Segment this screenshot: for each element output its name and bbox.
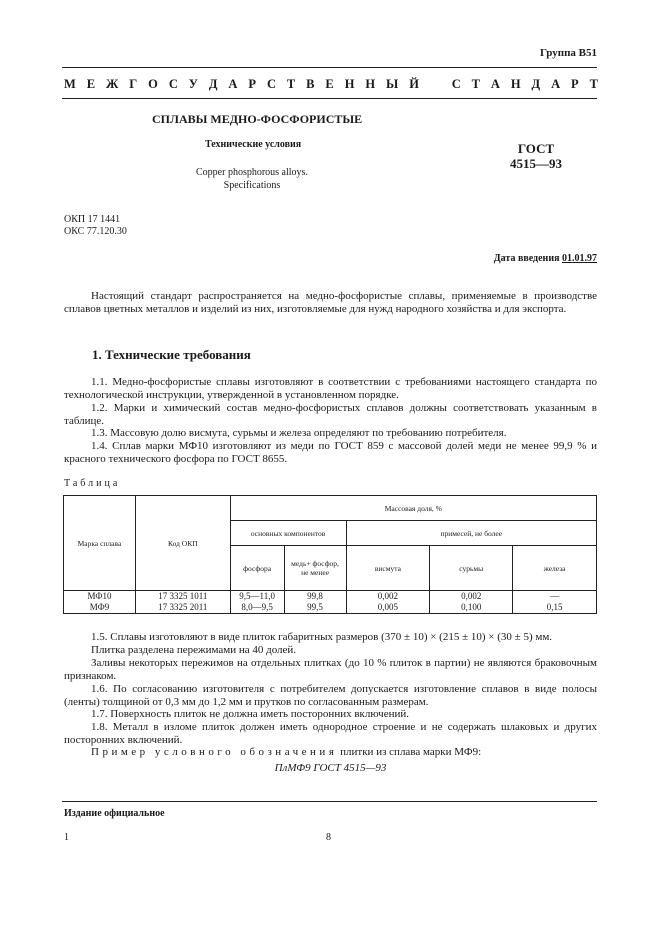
heading-letter: Т [471, 77, 480, 91]
heading-letter: В [306, 77, 315, 91]
heading-letter: Т [589, 77, 598, 91]
cell-bismuth: 0,005 [346, 602, 430, 614]
heading-rule [62, 98, 597, 99]
cell-phosphorus: 9,5—11,0 [230, 591, 284, 602]
classification-codes [64, 214, 127, 238]
clause-1-5: 1.5. Сплавы изготовляют в виде плиток габаритных размеров (370 ± 10) × (215 ± 10) × (30 ± 5) мм. [91, 631, 553, 643]
table-row [64, 591, 597, 602]
heading-letter: Е [325, 77, 334, 91]
cell-okp: 17 3325 2011 [135, 602, 230, 614]
heading-letter: С [266, 77, 276, 91]
group-code: Группа В51 [539, 47, 597, 59]
header-phosphorus: фосфора [230, 546, 284, 591]
heading-letter: Д [531, 77, 541, 91]
clause-1-5-defects: Заливы некоторых пережимов на отдельных плитках (до 10 % плиток в партии) не являются браковочным признаком. [64, 657, 597, 682]
cell-okp: 17 3325 1011 [135, 591, 230, 602]
example-designation [64, 746, 597, 759]
table-row [64, 602, 597, 614]
cell-antimony: 0,002 [430, 591, 513, 602]
introduction-date [494, 253, 597, 264]
left-number: 1 [64, 832, 69, 843]
heading-letter: С [451, 77, 461, 91]
footer-rule [62, 801, 597, 802]
section-heading: 1. Технические требования [92, 347, 251, 362]
heading-letter: А [551, 77, 561, 91]
heading-letter: Н [365, 77, 376, 91]
clause-1-7: 1.7. Поверхность плиток не должна иметь посторонних включений. [91, 708, 409, 720]
heading-letter: Н [344, 77, 355, 91]
heading-letter: Д [208, 77, 218, 91]
document-subtitle: Технические условия [205, 139, 302, 150]
cell-copper: 99,5 [284, 602, 346, 614]
table-label: Таблица [64, 478, 121, 489]
gost-label: ГОСТ [517, 141, 555, 156]
interstate-standard-heading [64, 77, 598, 92]
cell-bismuth: 0,002 [346, 591, 430, 602]
composition-table [63, 495, 597, 614]
clause-1-8: 1.8. Металл в изломе плиток должен иметь однородное строение и не содержать шлаковых и других посторонних включений. [64, 721, 597, 746]
heading-letter: Т [286, 77, 296, 91]
heading-letter: Р [248, 77, 257, 91]
heading-letter: Р [571, 77, 579, 91]
cell-grade: МФ9 [64, 602, 136, 614]
heading-letter: Ы [386, 77, 399, 91]
heading-letter: А [228, 77, 238, 91]
clause-1-4: 1.4. Сплав марки МФ10 изготовляют из меди по ГОСТ 859 с массовой долей меди не менее 99,9 % и красного технического фосфора по ГОСТ 8655. [64, 440, 597, 465]
header-mass-fraction: Массовая доля, % [230, 496, 596, 521]
heading-letter: Ж [106, 77, 119, 91]
oks-code: ОКС 77.120.30 [64, 226, 127, 237]
header-bismuth: висмута [346, 546, 430, 591]
heading-letter: О [148, 77, 158, 91]
clause-1-5-slabs: Плитка разделена пережимами на 40 долей. [91, 644, 297, 656]
header-grade: Марка сплава [64, 496, 136, 591]
top-rule [62, 67, 597, 68]
clause-1-3: 1.3. Массовую долю висмута, сурьмы и железа определяют по требованию потребителя. [91, 427, 507, 439]
english-title [196, 166, 308, 192]
clause-1-6: 1.6. По согласованию изготовителя с потребителем допускается изготовление сплавов в виде полосы (ленты) толщиной от 0,3 мм до 1,2 мм и прутков по согласованным размерам. [64, 683, 597, 708]
okp-code: ОКП 17 1441 [64, 214, 121, 225]
clause-1-2: 1.2. Марки и химический состав медно-фосфористых сплавов должны соответствовать указанным в таблице. [64, 402, 597, 427]
english-title-line1: Copper phosphorous alloys. [196, 167, 308, 178]
official-edition: Издание официальное [64, 808, 165, 819]
header-iron: железа [513, 546, 597, 591]
example-value: ПлМФ9 ГОСТ 4515—93 [274, 762, 387, 774]
clause-1-1: 1.1. Медно-фосфористые сплавы изготовляют в соответствии с требованиями настоящего стандарта по технологической инструкции, утвержденной в установленном порядке. [64, 376, 597, 401]
example-tail: плитки из сплава марки МФ9: [337, 746, 482, 758]
gost-code: 4515—93 [510, 156, 562, 171]
cell-iron: 0,15 [513, 602, 597, 614]
english-title-line2: Specifications [223, 180, 281, 191]
header-copper-phosphorus: медь+ фосфор, не менее [284, 546, 346, 591]
intro-paragraph: Настоящий стандарт распространяется на медно-фосфористые сплавы, применяемые в производстве сплавов цветных металлов и изделий из них, изготовляемые для нужд народного хозяйства и для экспорта. [64, 290, 597, 315]
cell-antimony: 0,100 [430, 602, 513, 614]
intro-date-value: 01.01.97 [562, 253, 597, 264]
example-label: Пример условного обозначения [91, 746, 338, 758]
header-antimony: сурьмы [430, 546, 513, 591]
heading-letter: А [490, 77, 500, 91]
heading-letter: Н [510, 77, 521, 91]
heading-letter: Е [86, 77, 96, 91]
cell-phosphorus: 8,0—9,5 [230, 602, 284, 614]
header-impurities: примесей, не более [346, 521, 596, 546]
gost-number [510, 141, 562, 171]
cell-copper: 99,8 [284, 591, 346, 602]
heading-letter: М [64, 77, 76, 91]
heading-letter: У [188, 77, 198, 91]
heading-letter: Г [129, 77, 138, 91]
cell-iron: — [513, 591, 597, 602]
heading-letter: Й [409, 77, 419, 91]
document-title: СПЛАВЫ МЕДНО-ФОСФОРИСТЫЕ [152, 112, 363, 126]
intro-date-label: Дата введения [493, 253, 562, 264]
header-okp: Код ОКП [135, 496, 230, 591]
cell-grade: МФ10 [64, 591, 136, 602]
header-main-components: основных компонентов [230, 521, 346, 546]
heading-letter: С [168, 77, 178, 91]
page-number: 8 [326, 832, 331, 843]
